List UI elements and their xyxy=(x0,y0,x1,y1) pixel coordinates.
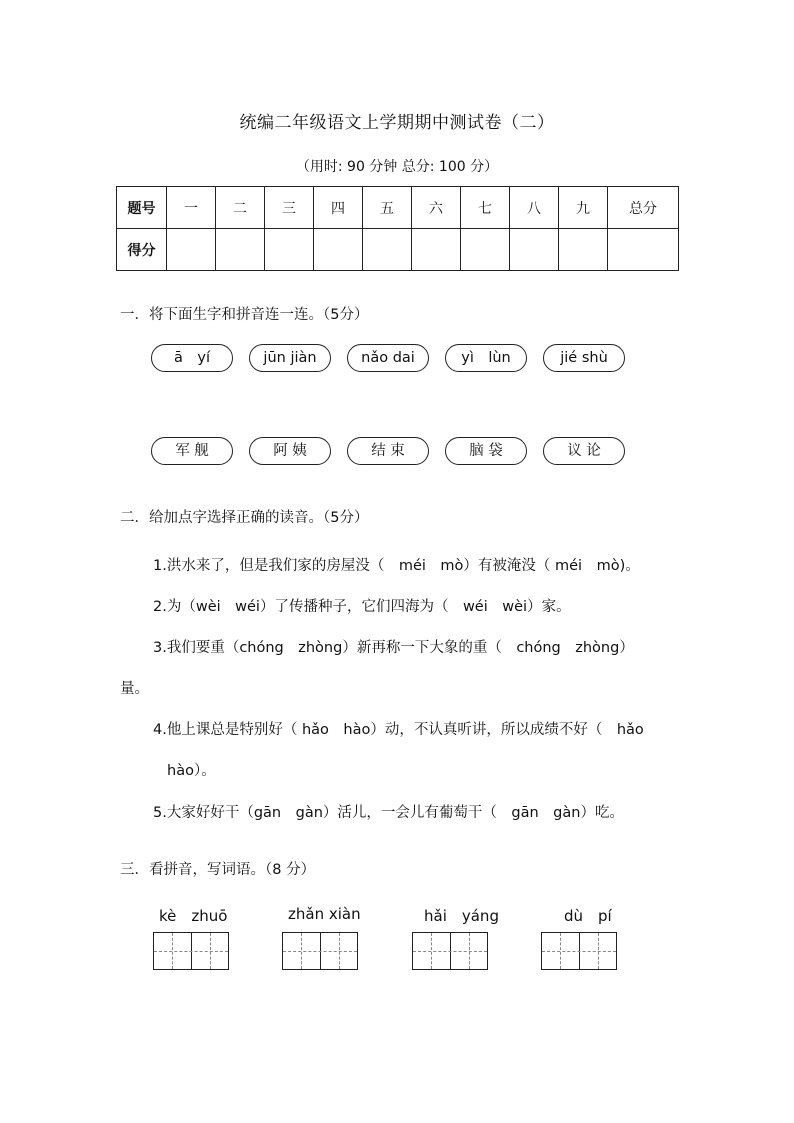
question-5: 5.大家好好干（gān gàn）活儿，一会儿有葡萄干（ gān gàn）吃。 xyxy=(153,805,624,821)
pinyin-pill[interactable]: ā yí xyxy=(151,344,233,372)
score-table-column: 六 xyxy=(412,187,461,229)
score-cell[interactable] xyxy=(167,229,216,271)
score-cell[interactable] xyxy=(559,229,608,271)
writing-grid[interactable] xyxy=(153,932,229,970)
score-cell[interactable] xyxy=(510,229,559,271)
score-table-column: 八 xyxy=(510,187,559,229)
score-cell[interactable] xyxy=(314,229,363,271)
score-table xyxy=(116,186,679,271)
score-cell[interactable] xyxy=(216,229,265,271)
word-pill[interactable]: 军 舰 xyxy=(151,437,233,465)
section1-heading: 一．将下面生字和拼音连一连。（5分） xyxy=(120,307,369,323)
score-table-score-row xyxy=(117,229,679,271)
writing-grid[interactable] xyxy=(541,932,617,970)
score-table-column: 四 xyxy=(314,187,363,229)
pinyin-pill[interactable]: yì lùn xyxy=(445,344,527,372)
page-title: 统编二年级语文上学期期中测试卷（二） xyxy=(239,113,555,133)
score-cell[interactable] xyxy=(412,229,461,271)
section2-heading: 二．给加点字选择正确的读音。（5分） xyxy=(120,510,369,526)
question-3-line2: 量。 xyxy=(120,681,149,697)
score-table-header-row xyxy=(117,187,679,229)
score-table-column-total: 总分 xyxy=(608,187,679,229)
score-table-column: 二 xyxy=(216,187,265,229)
score-cell[interactable] xyxy=(461,229,510,271)
pinyin-prompt: kè zhuō xyxy=(159,907,228,925)
word-pill[interactable]: 结 束 xyxy=(347,437,429,465)
question-4-line2: hào）。 xyxy=(167,763,216,779)
score-table-header-label: 题号 xyxy=(117,187,167,229)
question-2: 2.为（wèi wéi）了传播种子，它们四海为（ wéi wèi）家。 xyxy=(153,599,571,615)
word-pill[interactable]: 脑 袋 xyxy=(445,437,527,465)
pinyin-pill[interactable]: nǎo dai xyxy=(347,344,429,372)
writing-grid[interactable] xyxy=(282,932,358,970)
question-4-line1: 4.他上课总是特别好（ hǎo hào）动，不认真听讲，所以成绩不好（ hǎo xyxy=(153,722,644,738)
pinyin-prompt: dù pí xyxy=(564,907,612,925)
score-cell[interactable] xyxy=(265,229,314,271)
score-table-column: 九 xyxy=(559,187,608,229)
pinyin-pill[interactable]: jié shù xyxy=(543,344,625,372)
writing-grid[interactable] xyxy=(412,932,488,970)
score-cell-total[interactable] xyxy=(608,229,679,271)
page-subtitle: （用时: 90 分钟 总分: 100 分） xyxy=(295,159,499,175)
score-table-column: 三 xyxy=(265,187,314,229)
pinyin-pill[interactable]: jūn jiàn xyxy=(249,344,331,372)
pinyin-prompt: hǎi yáng xyxy=(424,907,499,925)
question-1: 1.洪水来了，但是我们家的房屋没（ méi mò）有被淹没（ méi mò)。 xyxy=(153,558,640,574)
pinyin-prompt: zhǎn xiàn xyxy=(288,905,361,923)
score-table-row-label: 得分 xyxy=(117,229,167,271)
section3-heading: 三．看拼音，写词语。（8 分） xyxy=(120,862,316,878)
score-cell[interactable] xyxy=(363,229,412,271)
question-3-line1: 3.我们要重（chóng zhòng）新再称一下大象的重（ chóng zhòng） xyxy=(153,640,634,656)
word-pill[interactable]: 阿 姨 xyxy=(249,437,331,465)
score-table-column: 五 xyxy=(363,187,412,229)
score-table-column: 一 xyxy=(167,187,216,229)
word-pill[interactable]: 议 论 xyxy=(543,437,625,465)
score-table-column: 七 xyxy=(461,187,510,229)
